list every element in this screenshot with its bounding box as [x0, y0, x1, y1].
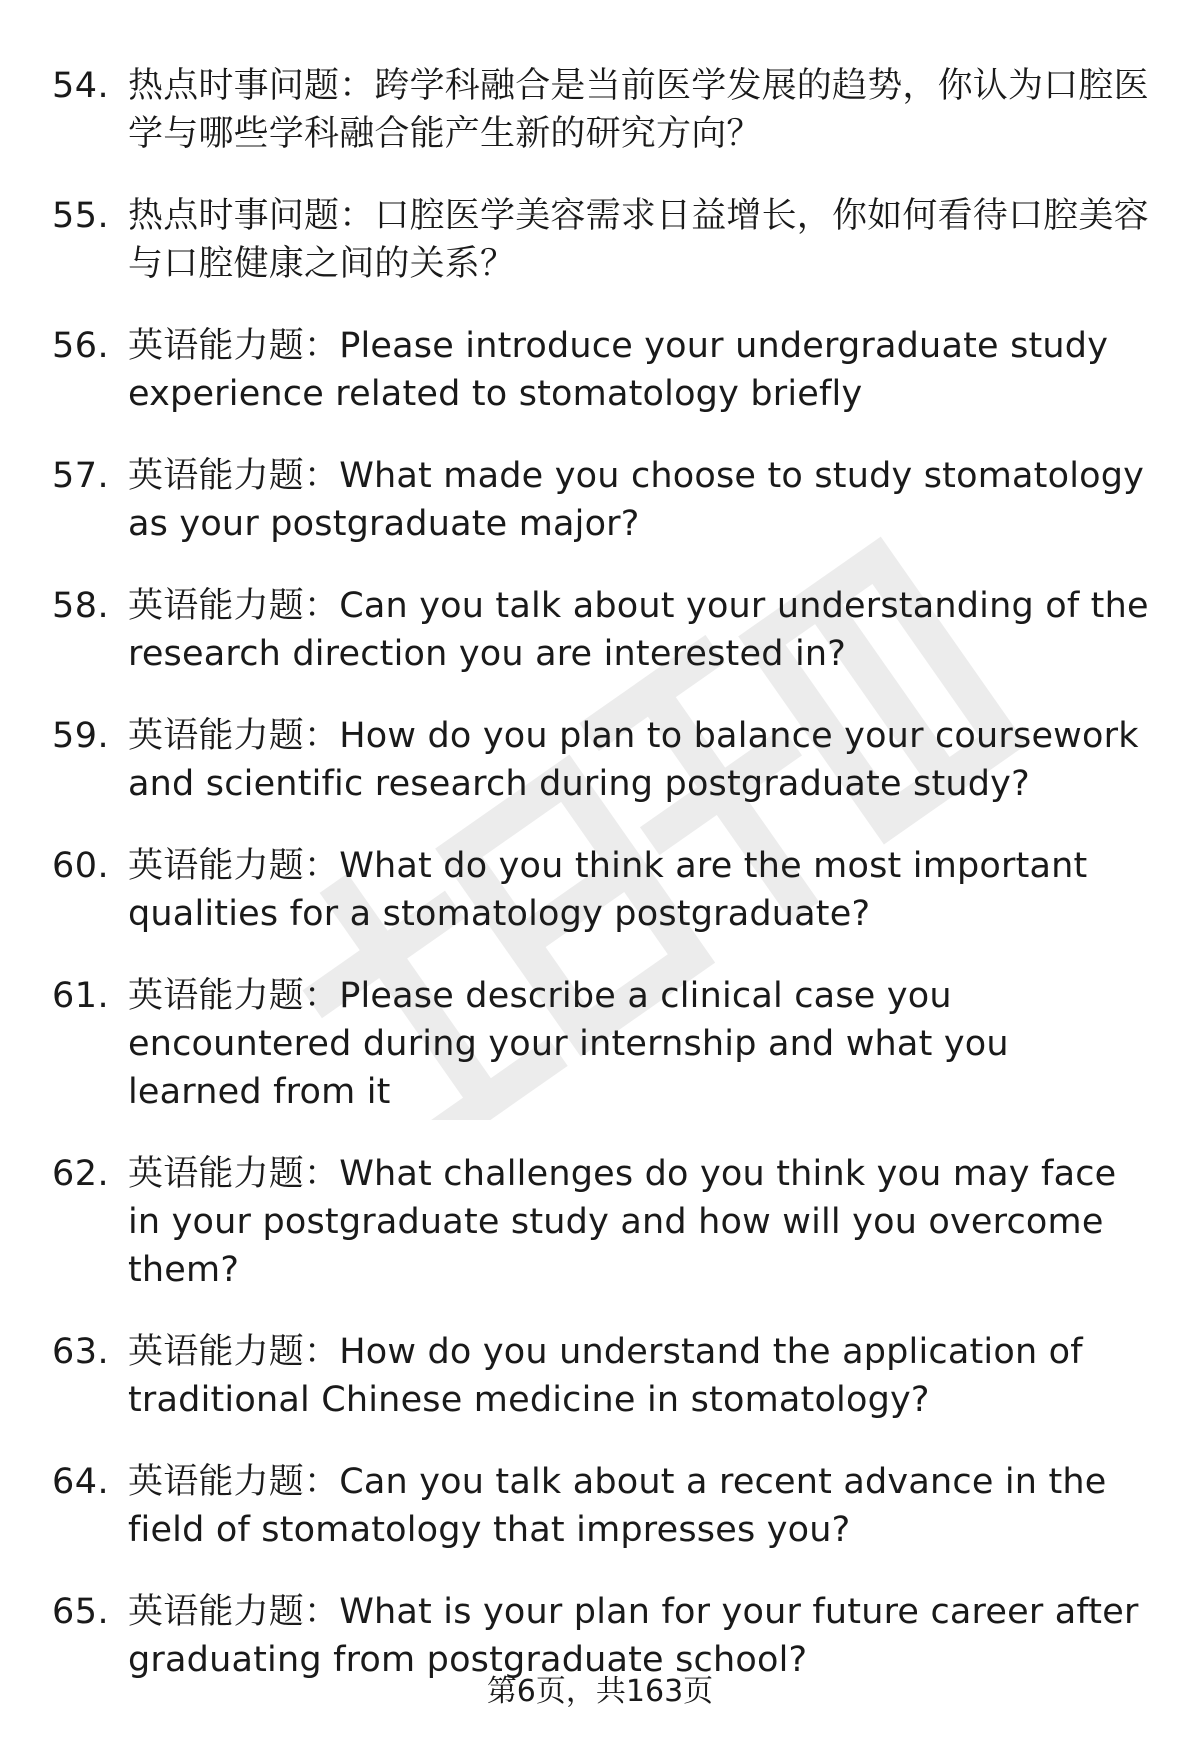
question-number: 64.: [52, 1462, 110, 1502]
page-number: 第6页，共163页: [486, 1674, 714, 1709]
list-item: [52, 192, 1152, 288]
list-item: [52, 1150, 1152, 1294]
question-number: 56.: [52, 326, 110, 366]
question-number: 63.: [52, 1332, 110, 1372]
question-text: 英语能力题：How do you understand the application of traditional Chinese medicine in stomatology?: [128, 1332, 1083, 1420]
list-item: [52, 322, 1152, 418]
question-number: 59.: [52, 716, 110, 756]
list-item: [52, 1458, 1152, 1554]
question-text: 英语能力题：How do you plan to balance your coursework and scientific research during postgraduate study?: [128, 716, 1139, 804]
list-item: [52, 1328, 1152, 1424]
page-footer: [0, 1672, 1200, 1712]
list-item: [52, 712, 1152, 808]
question-text: 英语能力题：Please describe a clinical case you encountered during your internship and what you learned from it: [128, 976, 1009, 1112]
question-text: 英语能力题：What is your plan for your future career after graduating from postgraduate school?: [128, 1592, 1139, 1680]
question-number: 65.: [52, 1592, 110, 1632]
question-text: 英语能力题：Can you talk about a recent advance in the field of stomatology that impresses you?: [128, 1462, 1107, 1550]
question-text: 英语能力题：Please introduce your undergraduate study experience related to stomatology briefly: [128, 326, 1109, 414]
list-item: [52, 582, 1152, 678]
question-number: 58.: [52, 586, 110, 626]
list-item: [52, 1588, 1152, 1684]
question-number: 61.: [52, 976, 110, 1016]
question-number: 62.: [52, 1154, 110, 1194]
list-item: [52, 972, 1152, 1116]
question-number: 57.: [52, 456, 110, 496]
list-item: [52, 842, 1152, 938]
question-list: [52, 62, 1152, 1718]
question-number: 55.: [52, 196, 110, 236]
question-text: 热点时事问题：跨学科融合是当前医学发展的趋势，你认为口腔医学与哪些学科融合能产生新的研究方向？: [128, 66, 1149, 154]
question-number: 54.: [52, 66, 110, 106]
question-text: 英语能力题：Can you talk about your understanding of the research direction you are interested in?: [128, 586, 1149, 674]
question-number: 60.: [52, 846, 110, 886]
question-text: 英语能力题：What do you think are the most important qualities for a stomatology postgraduate?: [128, 846, 1088, 934]
question-text: 英语能力题：What challenges do you think you may face in your postgraduate study and how will you overcome them?: [128, 1154, 1117, 1290]
question-text: 英语能力题：What made you choose to study stomatology as your postgraduate major?: [128, 456, 1145, 544]
question-text: 热点时事问题：口腔医学美容需求日益增长，你如何看待口腔美容与口腔健康之间的关系？: [128, 196, 1149, 284]
list-item: [52, 452, 1152, 548]
list-item: [52, 62, 1152, 158]
